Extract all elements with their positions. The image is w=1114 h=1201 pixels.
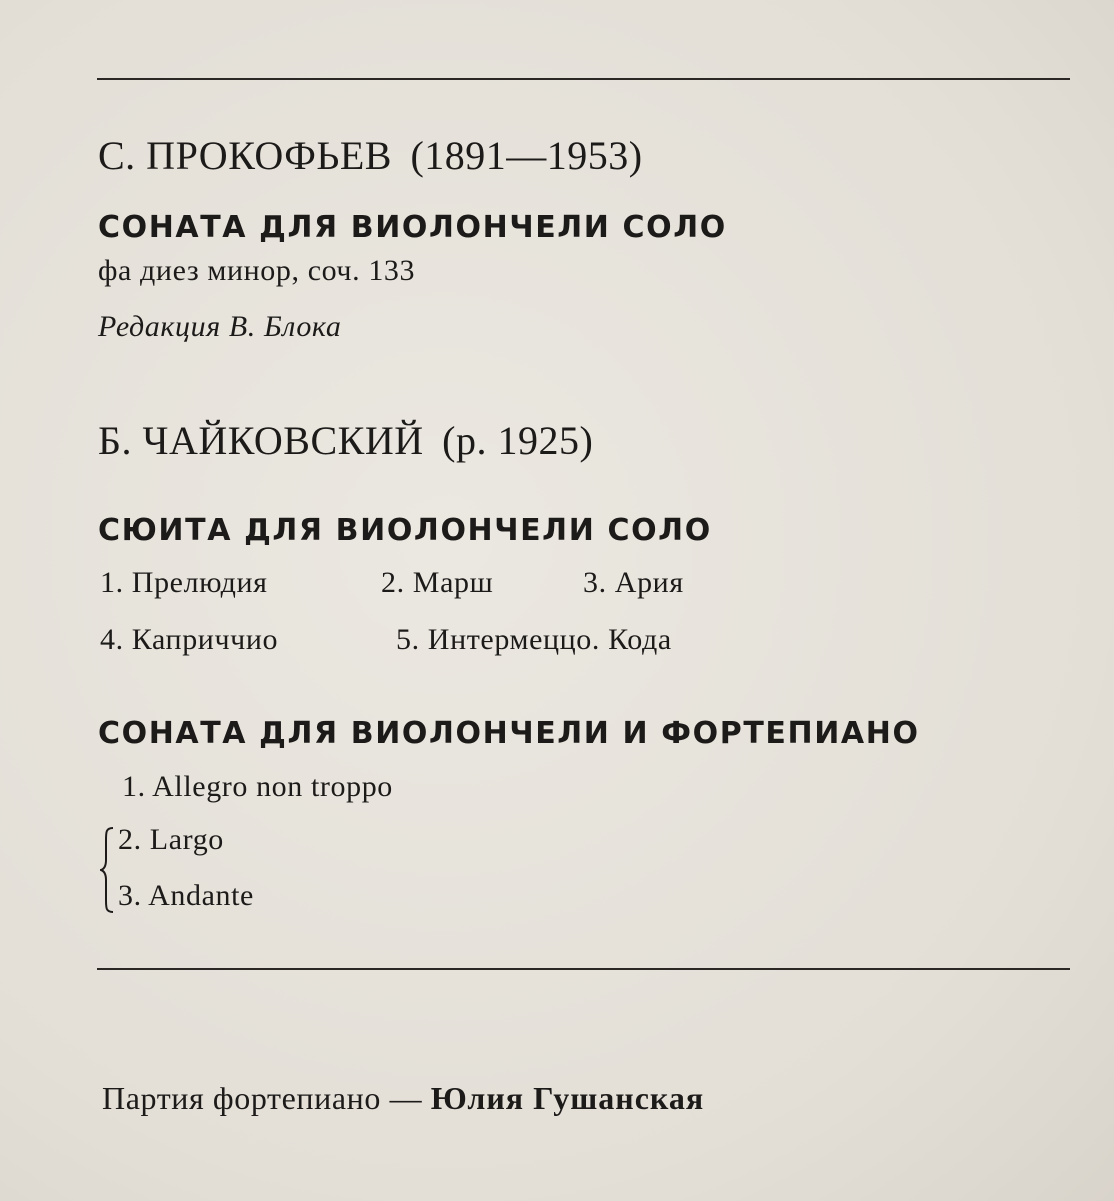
bottom-divider xyxy=(97,968,1070,970)
movement-item: 2. Largo xyxy=(118,823,224,856)
work-title: СЮИТА ДЛЯ ВИОЛОНЧЕЛИ СОЛО xyxy=(98,513,712,548)
movement-item: 2. Марш xyxy=(381,566,494,599)
composer-dates: (р. 1925) xyxy=(442,418,594,463)
work-editor: Редакция В. Блока xyxy=(98,310,342,343)
movement-item: 1. Allegro non troppo xyxy=(122,770,393,803)
movement-item: 3. Ария xyxy=(583,566,684,599)
credit-name: Юлия Гушанская xyxy=(430,1080,705,1116)
credit-role: Партия фортепиано — xyxy=(102,1080,431,1116)
performer-credit xyxy=(102,1080,704,1117)
composer-heading-tchaikovsky xyxy=(98,417,593,464)
movement-item: 5. Интермеццо. Кода xyxy=(396,623,672,656)
composer-dates: (1891—1953) xyxy=(410,133,643,178)
composer-name: Б. ЧАЙКОВСКИЙ xyxy=(98,418,424,463)
movement-item: 1. Прелюдия xyxy=(100,566,268,599)
movement-item: 4. Каприччио xyxy=(100,623,279,656)
top-divider xyxy=(97,78,1070,80)
movement-brace-icon xyxy=(100,826,114,914)
work-key: фа диез минор, соч. 133 xyxy=(98,254,416,287)
movement-item: 3. Andante xyxy=(118,879,254,912)
work-title: СОНАТА ДЛЯ ВИОЛОНЧЕЛИ СОЛО xyxy=(98,210,727,245)
composer-heading-prokofiev xyxy=(98,132,643,179)
composer-name: С. ПРОКОФЬЕВ xyxy=(98,133,392,178)
work-title: СОНАТА ДЛЯ ВИОЛОНЧЕЛИ И ФОРТЕПИАНО xyxy=(98,716,920,751)
